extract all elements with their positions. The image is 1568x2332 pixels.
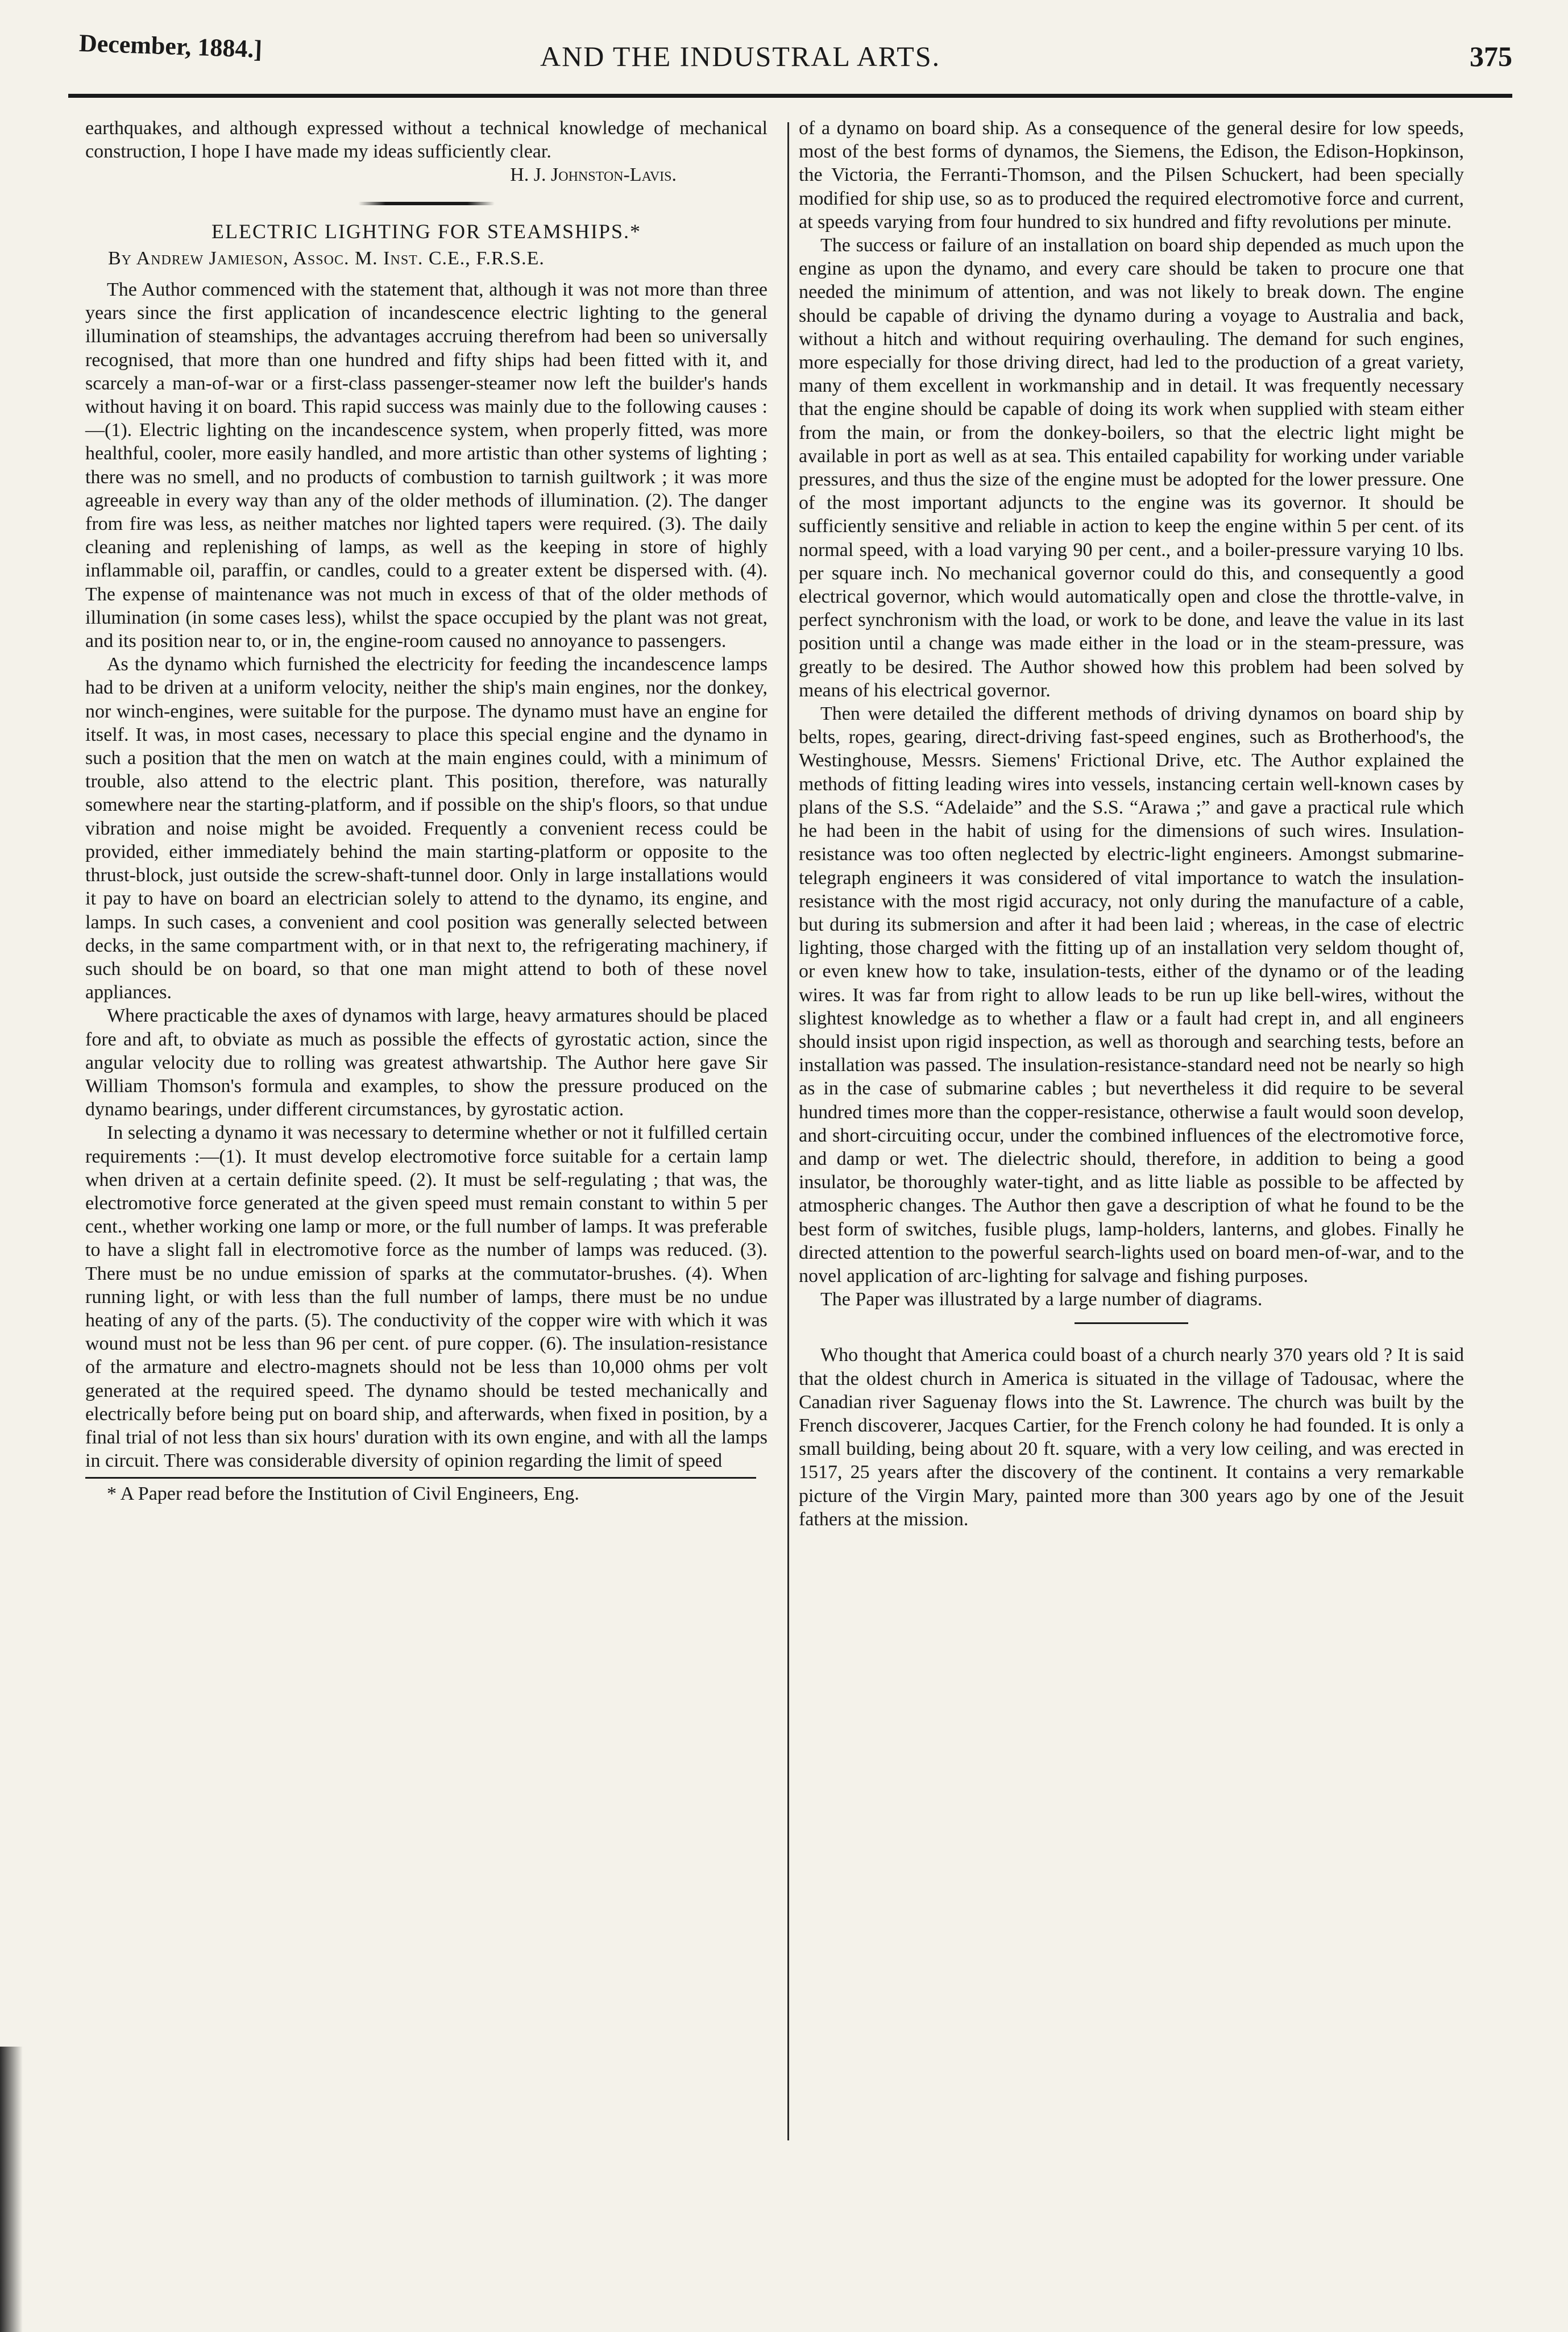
page-number: 375 — [1470, 40, 1512, 72]
column-divider — [787, 122, 789, 2140]
section-divider-ornament — [358, 202, 495, 205]
article-paragraph: The Paper was illustrated by a large number of diagrams. — [820, 1289, 1263, 1310]
left-column — [85, 117, 768, 1506]
running-title: AND THE INDUSTRAL ARTS. — [540, 40, 941, 72]
previous-article-signature: H. J. Johnston-Lavis. — [510, 164, 677, 186]
article-paragraph: As the dynamo which furnished the electricity for feeding the incandescence lamps had to be driven at a uniform velocity, neither the ship's main engines, nor the donkey, nor winch-engines, were suitable for the purpose. The dynamo must have an engine for itself. It was, in most cases, necessary to place this special engine and the dynamo in such a position that the men on watch at the main engines could, with a minimum of trouble, also attend to the electric plant. This position, therefore, was naturally somewhere near the starting-platform, and if possible on the ship's floors, so that undue vibration and noise might be avoided. Frequently a convenient recess could be provided, either immediately behind the main starting-platform or opposite to the thrust-block, just outside the screw-shaft-tunnel door. Only in large installations would it pay to have on board an electrician solely to attend to the dynamo, its engine, and lamps. In such cases, a convenient and cool position was generally selected between decks, in the same compartment with, or in that next to, the refrigerating machinery, if such should be on board, so that one man might attend to both of these novel appliances. — [85, 654, 768, 1003]
article-byline: By Andrew Jamieson, Assoc. M. Inst. C.E., F.R.S.E. — [108, 247, 545, 269]
article-paragraph: In selecting a dynamo it was necessary to determine whether or not it fulfilled certain requirements :—(1). It must develop electromotive force suitable for a certain lamp when driven at a certain definite speed. (2). It must be self-regulating ; that was, the electromotive force generated at the given speed must remain constant to within 5 per cent., whether working one lamp or more, or the full number of lamps. It was preferable to have a slight fall in electromotive force as the number of lamps was reduced. (3). There must be no undue emission of sparks at the commutator-brushes. (4). When running light, or with less than the full number of lamps, there must be no undue heating of any of the parts. (5). The conductivity of the copper wire with which it was wound must not be less than 96 per cent. of pure copper. (6). The insulation-resistance of the armature and electro-magnets should not be less than 10,000 ohms per volt generated at the required speed. The dynamo should be tested mechanically and electrically before being put on board ship, and afterwards, when fixed in position, by a final trial of not less than six hours' duration with its own engine, and with all the lamps in circuit. There was considerable diversity of opinion regarding the limit of speed — [85, 1122, 768, 1472]
page-edge-shadow — [0, 2047, 23, 2332]
article-paragraph: The success or failure of an installation on board ship depended as much upon the engine as upon the dynamo, and every care should be taken to procure one that needed the minimum of attention, and was not likely to break down. The engine should be capable of driving the dynamo during a voyage to Australia and back, without a hitch and without requiring overhauling. The demand for such engines, more especially for those driving direct, had led to the production of a great variety, many of them excellent in workmanship and in detail. It was frequently necessary that the engine should be capable of doing its work when supplied with steam either from the main, or from the donkey-boilers, so that the electric light might be available in port as well as at sea. This entailed capability for working under variable pressures, and thus the size of the engine must be adopted for the lower pressure. One of the most important adjuncts to the engine was its governor. It should be sufficiently sensitive and reliable in action to keep the engine within 5 per cent. of its normal speed, with a load varying 90 per cent., and a boiler-pressure varying 10 lbs. per square inch. No mechanical governor could do this, and consequently a good electrical governor, which would automatically open and close the throttle-valve, in perfect synchronism with the load, or work to be done, and leave the value in its last position until a change was made either in the load or in the steam-pressure, was greatly to be desired. The Author showed how this problem had been solved by means of his electrical governor. — [799, 235, 1464, 701]
footnote: * A Paper read before the Institution of Civil Engineers, Eng. — [107, 1483, 579, 1505]
article-paragraph: of a dynamo on board ship. As a consequence of the general desire for low speeds, most of the best forms of dynamos, the Siemens, the Edison, the Edison-Hopkinson, the Victoria, the Ferranti-Thomson, and the Pilsen Schuckert, had been specially modified for ship use, so as to produced the required electromotive force and current, at speeds varying from four hundred to six hundred and fifty revolutions per minute. — [799, 118, 1464, 233]
article-title: ELECTRIC LIGHTING FOR STEAMSHIPS.* — [211, 219, 642, 243]
article-paragraph: Where practicable the axes of dynamos with large, heavy armatures should be placed fore and aft, to obviate as much as possible the effects of gyrostatic action, since the angular velocity due to rolling was greatest athwartship. The Author here gave Sir William Thomson's formula and examples, to show the pressure produced on the dynamo bearings, under different circumstances, by gyrostatic action. — [85, 1005, 768, 1121]
article-paragraph: The Author commenced with the statement that, although it was not more than three years since the first application of incandescence electric lighting to the general illumination of steamships, the advantages accruing therefrom had been so universally recognised, that more than one hundred and fifty ships had been fitted with it, and scarcely a man-of-war or a first-class passenger-steamer now left the builder's hands without having it on board. This rapid success was mainly due to the following causes :—(1). Electric lighting on the incandescence system, when properly fitted, was more healthful, cooler, more easily handled, and more artistic than other systems of lighting ; there was no smell, and no products of combustion to tarnish guiltwork ; it was more agreeable in every way than any of the older methods of illumination. (2). The danger from fire was less, as neither matches nor lighted tapers were required. (3). The daily cleaning and replenishing of lamps, as well as the keeping in store of highly inflammable oil, paraffin, or candles, could to a greater extent be dispersed with. (4). The expense of maintenance was not much in excess of that of the older methods of illumination (in some cases less), whilst the space occupied by the plant was not great, and its position near to, or in, the engine-room caused no annoyance to passengers. — [85, 279, 768, 652]
running-date: December, 1884.] — [78, 28, 263, 64]
article-paragraph: Then were detailed the different methods of driving dynamos on board ship by belts, ropes, gearing, direct-driving fast-speed engines, such as Brotherhood's, the Westinghouse, Messrs. Siemens' Frictional Drive, etc. The Author explained the methods of fitting leading wires into vessels, instancing certain well-known cases by plans of the S.S. “Adelaide” and the S.S. “Arawa ;” and gave a practical rule which he had been in the habit of using for the dimensions of such wires. Insulation-resistance was too often neglected by electric-light engineers. Amongst submarine-telegraph engineers it was considered of vital importance to watch the insulation-resistance with the most rigid accuracy, not only during the manufacture of a cable, but during its submersion and after it had been laid ; whereas, in the case of electric lighting, those charged with the fitting up of an installation very seldom thought of, or even knew how to take, insulation-tests, either of the dynamo or of the leading wires. It was far from right to allow leads to be run up like bell-wires, without the slightest knowledge as to whether a flaw or a fault had crept in, and all engineers should insist upon rigid inspection, as well as thorough and searching tests, before an installation was passed. The insulation-resistance-standard need not be nearly so high as in the case of submarine cables ; but nevertheless it did require to be several hundred times more than the copper-resistance, otherwise a fault would soon develop, and short-circuiting occur, under the combined influences of the electromotive force, and damp or wet. The dielectric should, therefore, in addition to being a good insulator, be thoroughly water-tight, and as litte liable as possible to be affected by atmospheric changes. The Author then gave a description of what he found to be the best form of switches, fusible plugs, lamp-holders, lanterns, and globes. Finally he directed attention to the powerful search-lights used on board men-of-war, and to the novel application of arc-lighting for salvage and fishing purposes. — [799, 703, 1464, 1287]
page-header — [80, 23, 1512, 85]
right-column — [799, 117, 1464, 1531]
header-rule — [68, 94, 1512, 98]
footnote-rule — [85, 1477, 756, 1479]
previous-article-ending: earthquakes, and although expressed without a technical knowledge of mechanical construction, I hope I have made my ideas sufficiently clear. — [85, 118, 768, 163]
church-note: Who thought that America could boast of a church nearly 370 years old ? It is said that the oldest church in America is situated in the village of Tadousac, where the Canadian river Saguenay flows into the St. Lawrence. The church was built by the French discoverer, Jacques Cartier, for the French colony he had founded. It is only a small building, being about 20 ft. square, with a very low ceiling, and was erected in 1517, 25 years after the discovery of the continent. It contains a very remarkable picture of the Virgin Mary, painted more than 300 years ago by one of the Jesuit fathers at the mission. — [799, 1345, 1464, 1530]
section-divider-ornament — [1075, 1322, 1188, 1329]
